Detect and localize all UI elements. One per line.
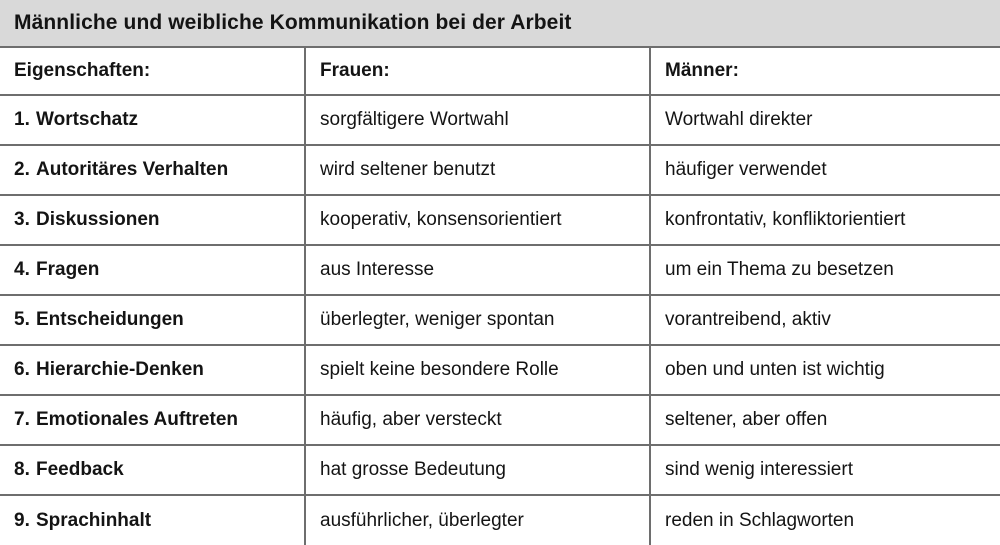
table-row	[0, 295, 1000, 345]
row-women-value: sorgfältigere Wortwahl	[305, 95, 650, 145]
row-property-label: Autoritäres Verhalten	[36, 159, 229, 180]
table-row	[0, 345, 1000, 395]
row-men-value: seltener, aber offen	[650, 395, 1000, 445]
row-number: 5.	[14, 309, 30, 330]
row-women-value: ausführlicher, überlegter	[305, 495, 650, 545]
row-property-label: Wortschatz	[36, 109, 139, 130]
table-row	[0, 195, 1000, 245]
row-number: 4.	[14, 259, 30, 280]
row-number: 7.	[14, 409, 30, 430]
row-men-value: sind wenig interessiert	[650, 445, 1000, 495]
row-property-label: Diskussionen	[36, 209, 160, 230]
column-header-men: Männer:	[650, 48, 1000, 95]
table-row	[0, 495, 1000, 545]
table-body	[0, 95, 1000, 545]
row-women-value: häufig, aber versteckt	[305, 395, 650, 445]
row-men-value: Wortwahl direkter	[650, 95, 1000, 145]
row-men-value: oben und unten ist wichtig	[650, 345, 1000, 395]
row-men-value: vorantreibend, aktiv	[650, 295, 1000, 345]
row-women-value: wird seltener benutzt	[305, 145, 650, 195]
row-property	[0, 195, 305, 245]
row-property	[0, 495, 305, 545]
row-number: 9.	[14, 509, 30, 531]
column-header-properties: Eigenschaften:	[0, 48, 305, 95]
column-header-women: Frauen:	[305, 48, 650, 95]
row-property	[0, 95, 305, 145]
row-property	[0, 145, 305, 195]
row-men-value: um ein Thema zu besetzen	[650, 245, 1000, 295]
row-women-value: spielt keine besondere Rolle	[305, 345, 650, 395]
row-number: 1.	[14, 109, 30, 130]
comparison-table	[0, 48, 1000, 545]
table-header-row	[0, 48, 1000, 95]
row-women-value: hat grosse Bedeutung	[305, 445, 650, 495]
table-row	[0, 245, 1000, 295]
row-property	[0, 445, 305, 495]
row-property-label: Sprachinhalt	[36, 509, 152, 531]
row-property-label: Entscheidungen	[36, 309, 184, 330]
row-men-value: reden in Schlagworten	[650, 495, 1000, 545]
row-men-value: häufiger verwendet	[650, 145, 1000, 195]
row-number: 6.	[14, 359, 30, 380]
row-women-value: kooperativ, konsensorientiert	[305, 195, 650, 245]
row-property-label: Emotionales Auftreten	[36, 409, 238, 430]
row-property-label: Hierarchie-Denken	[36, 359, 204, 380]
row-women-value: überlegter, weniger spontan	[305, 295, 650, 345]
row-men-value: konfrontativ, konfliktorientiert	[650, 195, 1000, 245]
row-property	[0, 345, 305, 395]
row-number: 8.	[14, 459, 30, 480]
table-row	[0, 95, 1000, 145]
document-title-bar	[0, 0, 1000, 48]
table-row	[0, 145, 1000, 195]
row-women-value: aus Interesse	[305, 245, 650, 295]
row-property	[0, 245, 305, 295]
table-row	[0, 445, 1000, 495]
row-property-label: Fragen	[36, 259, 100, 280]
page-title: Männliche und weibliche Kommunikation bei der Arbeit	[14, 11, 572, 34]
table-row	[0, 395, 1000, 445]
row-property	[0, 395, 305, 445]
row-number: 3.	[14, 209, 30, 230]
row-number: 2.	[14, 159, 30, 180]
row-property	[0, 295, 305, 345]
row-property-label: Feedback	[36, 459, 124, 480]
